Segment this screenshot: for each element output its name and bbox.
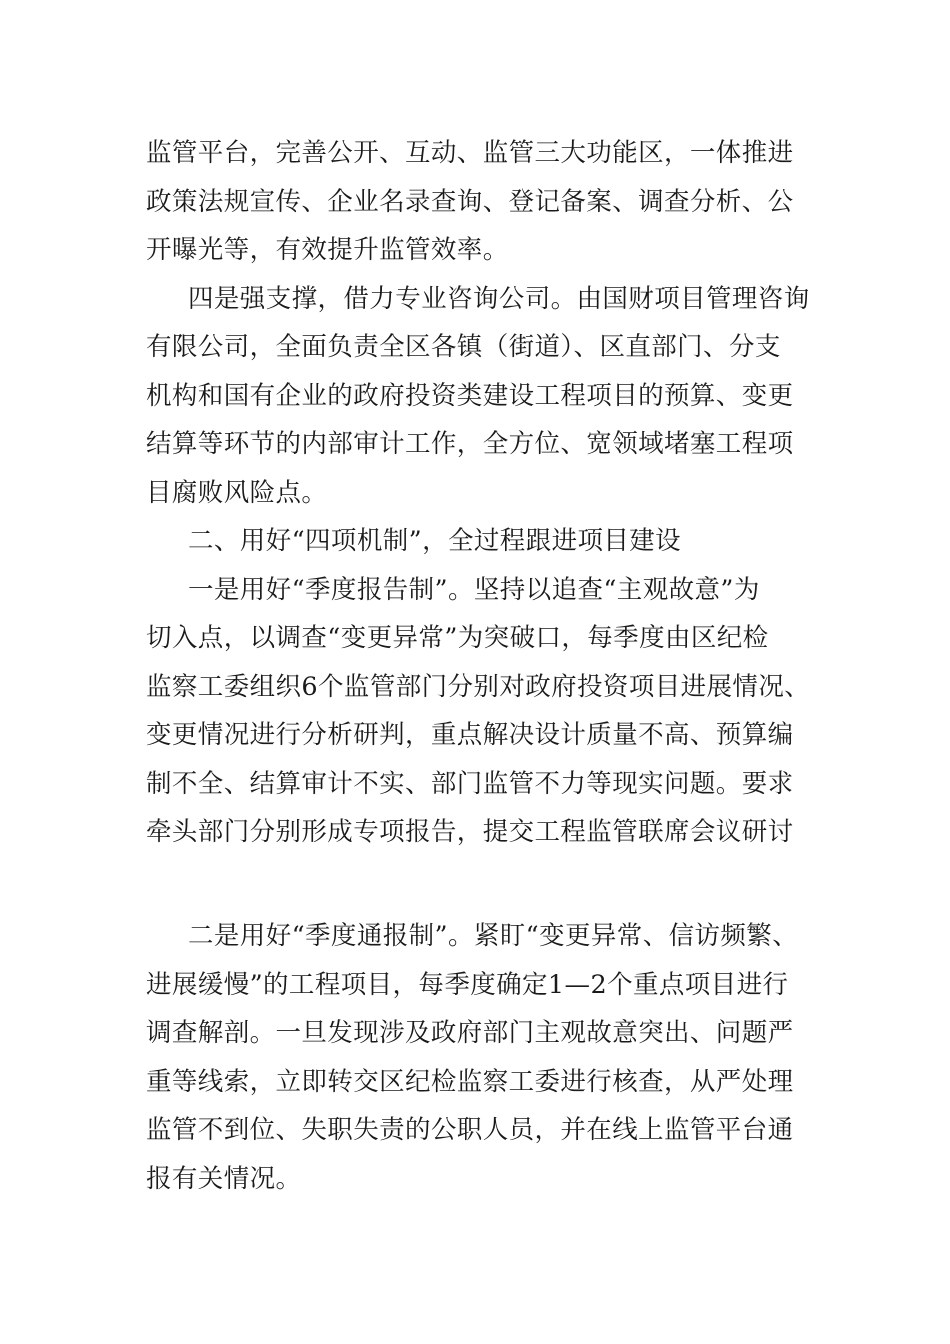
text-line: 牵头部门分别形成专项报告，提交工程监管联席会议研讨: [146, 817, 794, 847]
text-line: 切入点，以调查“变更异常”为突破口，每季度由区纪检: [146, 623, 769, 653]
text-line: 重等线索，立即转交区纪检监察工委进行核查，从严处理: [146, 1066, 794, 1097]
text-line: 机构和国有企业的政府投资类建设工程项目的预算、变更: [146, 380, 794, 411]
text-line: 开曝光等，有效提升监管效率。: [146, 235, 509, 265]
paragraph-start-line: 四是强支撑，借力专业咨询公司。由国财项目管理咨询: [188, 283, 810, 314]
paragraph-start-line: 二是用好“季度通报制”。紧盯“变更异常、信访频繁、: [188, 921, 799, 951]
paragraph-start-line: 一是用好“季度报告制”。坚持以追查“主观故意”为: [188, 574, 760, 605]
text-line: 报有关情况。: [146, 1163, 302, 1194]
text-line: 有限公司，全面负责全区各镇（街道）、区直部门、分支: [146, 332, 781, 362]
text-line: 监管平台，完善公开、互动、监管三大功能区，一体推进: [146, 138, 794, 168]
text-line: 监管不到位、失职失责的公职人员，并在线上监管平台通: [146, 1115, 794, 1145]
text-line: 制不全、结算审计不实、部门监管不力等现实问题。要求: [146, 768, 794, 799]
text-block-lower: [146, 912, 836, 1203]
text-line: 监察工委组织6个监管部门分别对政府投资项目进展情况、: [146, 671, 811, 702]
text-line: 调查解剖。一旦发现涉及政府部门主观故意突出、问题严: [146, 1018, 794, 1048]
text-block-upper: [146, 129, 836, 857]
text-line: 变更情况进行分析研判，重点解决设计质量不高、预算编: [146, 720, 794, 750]
text-line: 进展缓慢”的工程项目，每季度确定1—2个重点项目进行: [146, 969, 789, 1000]
text-line: 结算等环节的内部审计工作，全方位、宽领域堵塞工程项: [146, 429, 794, 459]
text-line: 目腐败风险点。: [146, 477, 328, 508]
section-heading: 二、用好“四项机制”，全过程跟进项目建设: [188, 526, 682, 556]
text-line: 政策法规宣传、企业名录查询、登记备案、调查分析、公: [146, 186, 794, 217]
